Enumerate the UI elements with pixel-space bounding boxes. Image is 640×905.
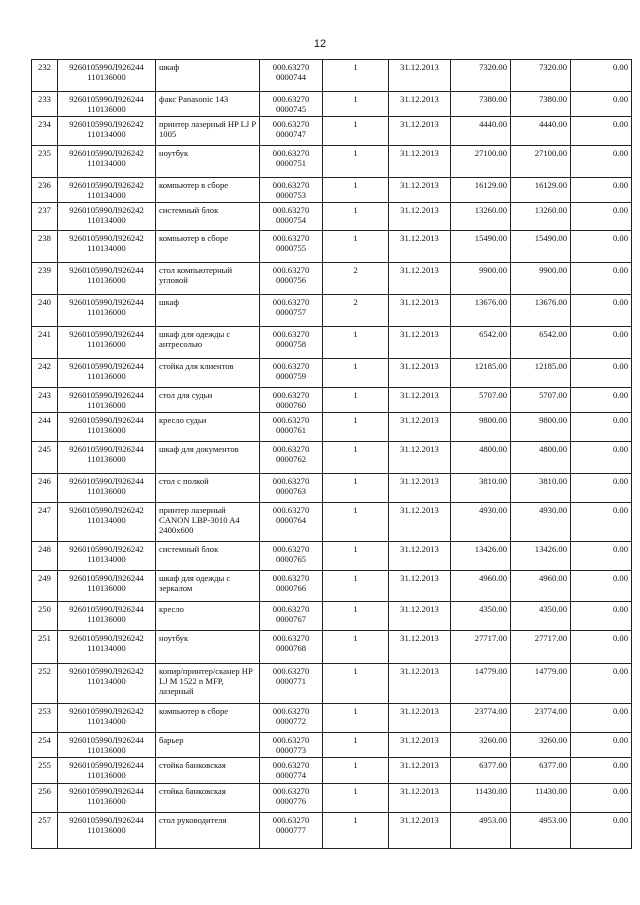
depreciation-cell: 4350.00 xyxy=(511,602,571,631)
table-row xyxy=(32,571,632,602)
cost-cell: 11430.00 xyxy=(451,784,511,813)
date-cell: 31.12.2013 xyxy=(389,758,451,784)
row-number-cell: 248 xyxy=(32,542,58,571)
table-row xyxy=(32,503,632,542)
account-code-cell: 9260105990Л926242 110134000 xyxy=(58,178,156,203)
inventory-number-cell: 000.63270 0000767 xyxy=(260,602,323,631)
residual-value-cell: 0.00 xyxy=(571,178,632,203)
date-cell: 31.12.2013 xyxy=(389,602,451,631)
table-row xyxy=(32,413,632,442)
depreciation-cell: 13676.00 xyxy=(511,295,571,327)
cost-cell: 13676.00 xyxy=(451,295,511,327)
row-number-cell: 237 xyxy=(32,203,58,231)
cost-cell: 9900.00 xyxy=(451,263,511,295)
depreciation-cell: 13426.00 xyxy=(511,542,571,571)
inventory-number-cell: 000.63270 0000766 xyxy=(260,571,323,602)
table-row xyxy=(32,60,632,92)
cost-cell: 14779.00 xyxy=(451,664,511,704)
residual-value-cell: 0.00 xyxy=(571,117,632,146)
inventory-number-cell: 000.63270 0000772 xyxy=(260,704,323,733)
account-code-cell: 9260105990Л926244 110136000 xyxy=(58,442,156,474)
table-row xyxy=(32,263,632,295)
asset-table xyxy=(31,59,632,849)
quantity-cell: 1 xyxy=(323,784,389,813)
account-code-cell: 9260105990Л926242 110134000 xyxy=(58,631,156,664)
date-cell: 31.12.2013 xyxy=(389,327,451,359)
residual-value-cell: 0.00 xyxy=(571,295,632,327)
depreciation-cell: 4930.00 xyxy=(511,503,571,542)
quantity-cell: 1 xyxy=(323,813,389,849)
asset-name-cell: компьютер в сборе xyxy=(156,178,260,203)
account-code-cell: 9260105990Л926244 110136000 xyxy=(58,413,156,442)
row-number-cell: 257 xyxy=(32,813,58,849)
asset-name-cell: шкаф для одежды с зеркалом xyxy=(156,571,260,602)
residual-value-cell: 0.00 xyxy=(571,359,632,388)
date-cell: 31.12.2013 xyxy=(389,664,451,704)
row-number-cell: 245 xyxy=(32,442,58,474)
asset-name-cell: стол компьютерный угловой xyxy=(156,263,260,295)
table-row xyxy=(32,327,632,359)
residual-value-cell: 0.00 xyxy=(571,503,632,542)
asset-name-cell: шкаф xyxy=(156,295,260,327)
asset-name-cell: компьютер в сборе xyxy=(156,704,260,733)
residual-value-cell: 0.00 xyxy=(571,146,632,178)
row-number-cell: 238 xyxy=(32,231,58,263)
quantity-cell: 1 xyxy=(323,442,389,474)
asset-name-cell: компьютер в сборе xyxy=(156,231,260,263)
page-number: 12 xyxy=(313,38,327,50)
residual-value-cell: 0.00 xyxy=(571,474,632,503)
date-cell: 31.12.2013 xyxy=(389,231,451,263)
depreciation-cell: 3810.00 xyxy=(511,474,571,503)
residual-value-cell: 0.00 xyxy=(571,60,632,92)
table-row xyxy=(32,146,632,178)
inventory-number-cell: 000.63270 0000744 xyxy=(260,60,323,92)
asset-name-cell: шкаф для одежды с антресолью xyxy=(156,327,260,359)
account-code-cell: 9260105990Л926244 110136000 xyxy=(58,388,156,413)
quantity-cell: 1 xyxy=(323,60,389,92)
table-row xyxy=(32,664,632,704)
quantity-cell: 1 xyxy=(323,631,389,664)
table-row xyxy=(32,474,632,503)
inventory-number-cell: 000.63270 0000757 xyxy=(260,295,323,327)
date-cell: 31.12.2013 xyxy=(389,503,451,542)
account-code-cell: 9260105990Л926242 110134000 xyxy=(58,203,156,231)
quantity-cell: 1 xyxy=(323,664,389,704)
inventory-number-cell: 000.63270 0000760 xyxy=(260,388,323,413)
date-cell: 31.12.2013 xyxy=(389,474,451,503)
account-code-cell: 9260105990Л926244 110136000 xyxy=(58,733,156,758)
date-cell: 31.12.2013 xyxy=(389,784,451,813)
residual-value-cell: 0.00 xyxy=(571,442,632,474)
table-row xyxy=(32,295,632,327)
account-code-cell: 9260105990Л926244 110136000 xyxy=(58,474,156,503)
residual-value-cell: 0.00 xyxy=(571,231,632,263)
row-number-cell: 255 xyxy=(32,758,58,784)
residual-value-cell: 0.00 xyxy=(571,92,632,117)
depreciation-cell: 9800.00 xyxy=(511,413,571,442)
date-cell: 31.12.2013 xyxy=(389,92,451,117)
account-code-cell: 9260105990Л926244 110136000 xyxy=(58,60,156,92)
date-cell: 31.12.2013 xyxy=(389,442,451,474)
depreciation-cell: 4953.00 xyxy=(511,813,571,849)
cost-cell: 16129.00 xyxy=(451,178,511,203)
cost-cell: 4960.00 xyxy=(451,571,511,602)
date-cell: 31.12.2013 xyxy=(389,178,451,203)
asset-name-cell: принтер лазерный CANON LBP-3010 A4 2400x600 xyxy=(156,503,260,542)
row-number-cell: 235 xyxy=(32,146,58,178)
depreciation-cell: 6377.00 xyxy=(511,758,571,784)
quantity-cell: 1 xyxy=(323,146,389,178)
asset-name-cell: ноутбук xyxy=(156,631,260,664)
residual-value-cell: 0.00 xyxy=(571,388,632,413)
residual-value-cell: 0.00 xyxy=(571,327,632,359)
quantity-cell: 1 xyxy=(323,203,389,231)
cost-cell: 3810.00 xyxy=(451,474,511,503)
depreciation-cell: 13260.00 xyxy=(511,203,571,231)
asset-name-cell: системный блок xyxy=(156,542,260,571)
depreciation-cell: 27100.00 xyxy=(511,146,571,178)
inventory-number-cell: 000.63270 0000773 xyxy=(260,733,323,758)
inventory-number-cell: 000.63270 0000761 xyxy=(260,413,323,442)
inventory-number-cell: 000.63270 0000764 xyxy=(260,503,323,542)
row-number-cell: 249 xyxy=(32,571,58,602)
table-row xyxy=(32,813,632,849)
cost-cell: 4350.00 xyxy=(451,602,511,631)
date-cell: 31.12.2013 xyxy=(389,813,451,849)
cost-cell: 13260.00 xyxy=(451,203,511,231)
depreciation-cell: 15490.00 xyxy=(511,231,571,263)
table-row xyxy=(32,117,632,146)
asset-name-cell: стойка банковская xyxy=(156,758,260,784)
date-cell: 31.12.2013 xyxy=(389,263,451,295)
account-code-cell: 9260105990Л926244 110136000 xyxy=(58,92,156,117)
row-number-cell: 250 xyxy=(32,602,58,631)
row-number-cell: 253 xyxy=(32,704,58,733)
inventory-number-cell: 000.63270 0000756 xyxy=(260,263,323,295)
table-row xyxy=(32,631,632,664)
row-number-cell: 251 xyxy=(32,631,58,664)
quantity-cell: 1 xyxy=(323,388,389,413)
quantity-cell: 1 xyxy=(323,117,389,146)
account-code-cell: 9260105990Л926244 110136000 xyxy=(58,758,156,784)
residual-value-cell: 0.00 xyxy=(571,571,632,602)
depreciation-cell: 7380.00 xyxy=(511,92,571,117)
table-row xyxy=(32,231,632,263)
quantity-cell: 1 xyxy=(323,178,389,203)
row-number-cell: 241 xyxy=(32,327,58,359)
inventory-number-cell: 000.63270 0000777 xyxy=(260,813,323,849)
asset-name-cell: копир/принтер/сканер HP LJ M 1522 n MFP, лазерный xyxy=(156,664,260,704)
asset-name-cell: кресло xyxy=(156,602,260,631)
date-cell: 31.12.2013 xyxy=(389,117,451,146)
table-row xyxy=(32,733,632,758)
inventory-number-cell: 000.63270 0000771 xyxy=(260,664,323,704)
account-code-cell: 9260105990Л926242 110134000 xyxy=(58,542,156,571)
table-row xyxy=(32,442,632,474)
table-row xyxy=(32,388,632,413)
inventory-number-cell: 000.63270 0000751 xyxy=(260,146,323,178)
row-number-cell: 236 xyxy=(32,178,58,203)
asset-name-cell: стол руководителя xyxy=(156,813,260,849)
quantity-cell: 1 xyxy=(323,474,389,503)
cost-cell: 9800.00 xyxy=(451,413,511,442)
account-code-cell: 9260105990Л926242 110134000 xyxy=(58,231,156,263)
row-number-cell: 242 xyxy=(32,359,58,388)
inventory-number-cell: 000.63270 0000755 xyxy=(260,231,323,263)
residual-value-cell: 0.00 xyxy=(571,704,632,733)
row-number-cell: 233 xyxy=(32,92,58,117)
depreciation-cell: 4800.00 xyxy=(511,442,571,474)
account-code-cell: 9260105990Л926242 110134000 xyxy=(58,704,156,733)
asset-name-cell: стойка банковская xyxy=(156,784,260,813)
inventory-number-cell: 000.63270 0000774 xyxy=(260,758,323,784)
account-code-cell: 9260105990Л926244 110136000 xyxy=(58,327,156,359)
cost-cell: 4800.00 xyxy=(451,442,511,474)
quantity-cell: 2 xyxy=(323,263,389,295)
quantity-cell: 1 xyxy=(323,571,389,602)
asset-name-cell: ноутбук xyxy=(156,146,260,178)
residual-value-cell: 0.00 xyxy=(571,813,632,849)
cost-cell: 7380.00 xyxy=(451,92,511,117)
quantity-cell: 1 xyxy=(323,503,389,542)
asset-name-cell: стойка для клиентов xyxy=(156,359,260,388)
inventory-number-cell: 000.63270 0000753 xyxy=(260,178,323,203)
residual-value-cell: 0.00 xyxy=(571,784,632,813)
quantity-cell: 1 xyxy=(323,602,389,631)
table-row xyxy=(32,178,632,203)
quantity-cell: 1 xyxy=(323,733,389,758)
residual-value-cell: 0.00 xyxy=(571,602,632,631)
asset-name-cell: барьер xyxy=(156,733,260,758)
account-code-cell: 9260105990Л926244 110136000 xyxy=(58,602,156,631)
asset-name-cell: шкаф xyxy=(156,60,260,92)
cost-cell: 5707.00 xyxy=(451,388,511,413)
account-code-cell: 9260105990Л926244 110136000 xyxy=(58,263,156,295)
asset-name-cell: факс Panasonic 143 xyxy=(156,92,260,117)
table-row xyxy=(32,784,632,813)
residual-value-cell: 0.00 xyxy=(571,664,632,704)
depreciation-cell: 7320.00 xyxy=(511,60,571,92)
quantity-cell: 1 xyxy=(323,413,389,442)
depreciation-cell: 23774.00 xyxy=(511,704,571,733)
quantity-cell: 1 xyxy=(323,704,389,733)
depreciation-cell: 14779.00 xyxy=(511,664,571,704)
cost-cell: 6542.00 xyxy=(451,327,511,359)
cost-cell: 13426.00 xyxy=(451,542,511,571)
depreciation-cell: 4960.00 xyxy=(511,571,571,602)
inventory-number-cell: 000.63270 0000759 xyxy=(260,359,323,388)
quantity-cell: 1 xyxy=(323,231,389,263)
quantity-cell: 2 xyxy=(323,295,389,327)
cost-cell: 7320.00 xyxy=(451,60,511,92)
depreciation-cell: 12185.00 xyxy=(511,359,571,388)
date-cell: 31.12.2013 xyxy=(389,631,451,664)
depreciation-cell: 4440.00 xyxy=(511,117,571,146)
asset-name-cell: системный блок xyxy=(156,203,260,231)
inventory-number-cell: 000.63270 0000763 xyxy=(260,474,323,503)
date-cell: 31.12.2013 xyxy=(389,733,451,758)
depreciation-cell: 3260.00 xyxy=(511,733,571,758)
date-cell: 31.12.2013 xyxy=(389,388,451,413)
cost-cell: 3260.00 xyxy=(451,733,511,758)
account-code-cell: 9260105990Л926242 110134000 xyxy=(58,664,156,704)
table-row xyxy=(32,602,632,631)
residual-value-cell: 0.00 xyxy=(571,542,632,571)
cost-cell: 4930.00 xyxy=(451,503,511,542)
account-code-cell: 9260105990Л926244 110136000 xyxy=(58,813,156,849)
depreciation-cell: 5707.00 xyxy=(511,388,571,413)
date-cell: 31.12.2013 xyxy=(389,146,451,178)
date-cell: 31.12.2013 xyxy=(389,413,451,442)
residual-value-cell: 0.00 xyxy=(571,203,632,231)
date-cell: 31.12.2013 xyxy=(389,295,451,327)
asset-name-cell: кресло судьи xyxy=(156,413,260,442)
row-number-cell: 254 xyxy=(32,733,58,758)
table-row xyxy=(32,758,632,784)
quantity-cell: 1 xyxy=(323,542,389,571)
account-code-cell: 9260105990Л926244 110136000 xyxy=(58,359,156,388)
cost-cell: 23774.00 xyxy=(451,704,511,733)
inventory-number-cell: 000.63270 0000765 xyxy=(260,542,323,571)
row-number-cell: 252 xyxy=(32,664,58,704)
date-cell: 31.12.2013 xyxy=(389,571,451,602)
date-cell: 31.12.2013 xyxy=(389,704,451,733)
row-number-cell: 246 xyxy=(32,474,58,503)
account-code-cell: 9260105990Л926244 110136000 xyxy=(58,571,156,602)
date-cell: 31.12.2013 xyxy=(389,203,451,231)
row-number-cell: 243 xyxy=(32,388,58,413)
account-code-cell: 9260105990Л926242 110134000 xyxy=(58,503,156,542)
residual-value-cell: 0.00 xyxy=(571,758,632,784)
date-cell: 31.12.2013 xyxy=(389,359,451,388)
depreciation-cell: 27717.00 xyxy=(511,631,571,664)
quantity-cell: 1 xyxy=(323,327,389,359)
account-code-cell: 9260105990Л926242 110134000 xyxy=(58,117,156,146)
table-row xyxy=(32,704,632,733)
residual-value-cell: 0.00 xyxy=(571,413,632,442)
inventory-number-cell: 000.63270 0000745 xyxy=(260,92,323,117)
residual-value-cell: 0.00 xyxy=(571,733,632,758)
account-code-cell: 9260105990Л926244 110136000 xyxy=(58,295,156,327)
account-code-cell: 9260105990Л926242 110134000 xyxy=(58,146,156,178)
inventory-number-cell: 000.63270 0000754 xyxy=(260,203,323,231)
cost-cell: 12185.00 xyxy=(451,359,511,388)
account-code-cell: 9260105990Л926244 110136000 xyxy=(58,784,156,813)
cost-cell: 4953.00 xyxy=(451,813,511,849)
cost-cell: 15490.00 xyxy=(451,231,511,263)
inventory-number-cell: 000.63270 0000762 xyxy=(260,442,323,474)
table-row xyxy=(32,542,632,571)
table-row xyxy=(32,359,632,388)
quantity-cell: 1 xyxy=(323,359,389,388)
quantity-cell: 1 xyxy=(323,758,389,784)
residual-value-cell: 0.00 xyxy=(571,631,632,664)
inventory-number-cell: 000.63270 0000776 xyxy=(260,784,323,813)
cost-cell: 27717.00 xyxy=(451,631,511,664)
date-cell: 31.12.2013 xyxy=(389,542,451,571)
inventory-number-cell: 000.63270 0000747 xyxy=(260,117,323,146)
inventory-number-cell: 000.63270 0000768 xyxy=(260,631,323,664)
row-number-cell: 234 xyxy=(32,117,58,146)
depreciation-cell: 16129.00 xyxy=(511,178,571,203)
table-row xyxy=(32,203,632,231)
asset-name-cell: стол для судьи xyxy=(156,388,260,413)
cost-cell: 27100.00 xyxy=(451,146,511,178)
asset-name-cell: принтер лазерный HP LJ P 1005 xyxy=(156,117,260,146)
row-number-cell: 232 xyxy=(32,60,58,92)
inventory-number-cell: 000.63270 0000758 xyxy=(260,327,323,359)
residual-value-cell: 0.00 xyxy=(571,263,632,295)
date-cell: 31.12.2013 xyxy=(389,60,451,92)
depreciation-cell: 9900.00 xyxy=(511,263,571,295)
cost-cell: 6377.00 xyxy=(451,758,511,784)
row-number-cell: 244 xyxy=(32,413,58,442)
table-row xyxy=(32,92,632,117)
row-number-cell: 256 xyxy=(32,784,58,813)
asset-name-cell: стол с полкой xyxy=(156,474,260,503)
depreciation-cell: 6542.00 xyxy=(511,327,571,359)
row-number-cell: 247 xyxy=(32,503,58,542)
quantity-cell: 1 xyxy=(323,92,389,117)
asset-name-cell: шкаф для документов xyxy=(156,442,260,474)
row-number-cell: 239 xyxy=(32,263,58,295)
depreciation-cell: 11430.00 xyxy=(511,784,571,813)
row-number-cell: 240 xyxy=(32,295,58,327)
cost-cell: 4440.00 xyxy=(451,117,511,146)
